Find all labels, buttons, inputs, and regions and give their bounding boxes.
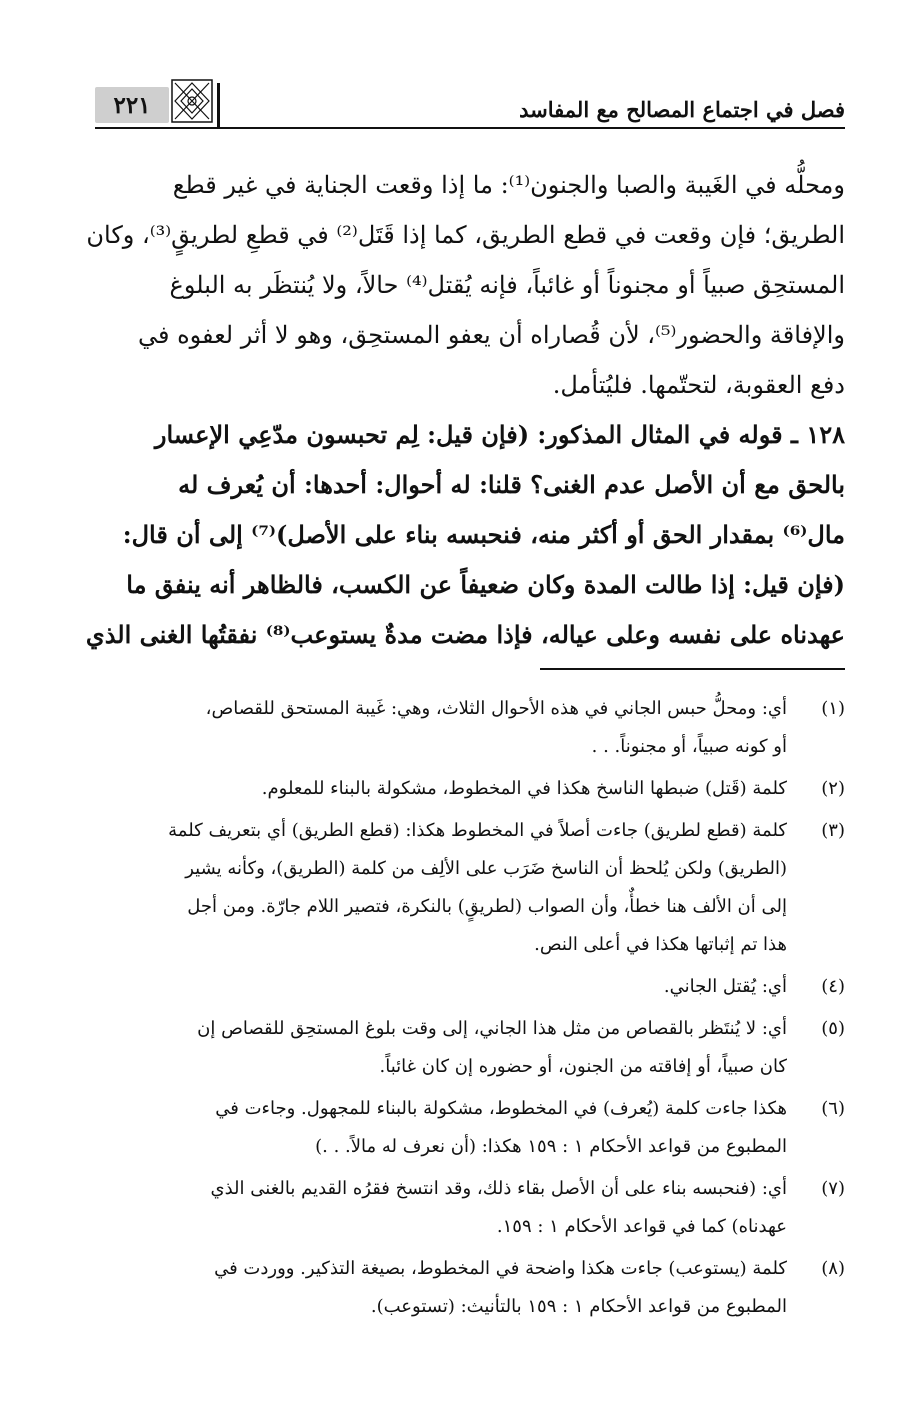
text-line: الطريق؛ فإن وقعت في قطع الطريق، كما إذا قَتَل⁽²⁾ في قطعِ لطريقٍ⁽³⁾، وكان <box>86 221 845 249</box>
footnote-number: (٧) <box>821 1178 845 1199</box>
header-rule <box>95 127 845 129</box>
footnote-number: (٢) <box>821 778 845 799</box>
footnote-line: هذا تم إثباتها هكذا في أعلى النص. <box>534 934 787 955</box>
ornament-icon <box>171 79 213 123</box>
quote-line: عهدناه على نفسه وعلى عياله، فإذا مضت مدةٌ يستوعب⁽⁸⁾ نفقتُها الغنى الذي <box>85 620 845 649</box>
footnote-line: هكذا جاءت كلمة (يُعرف) في المخطوط، مشكولة بالبناء للمجهول. وجاءت في <box>215 1098 787 1119</box>
footnote-line: المطبوع من قواعد الأحكام ١ : ١٥٩ هكذا: (أن نعرف له مالاً. . .) <box>315 1136 787 1157</box>
text-line: والإفاقة والحضور⁽⁵⁾، لأن قُصاراه أن يعفو المستحِق، وهو لا أثر لعفوه في <box>137 321 845 349</box>
footnote <box>95 1250 845 1326</box>
text-line: ومحلُّه في الغَيبة والصبا والجنون⁽¹⁾: ما إذا وقعت الجناية في غير قطع <box>172 171 845 199</box>
footnote-line: أو كونه صبياً، أو مجنوناً. . . <box>591 736 787 757</box>
page-header <box>95 75 845 133</box>
quote-line: بالحق مع أن الأصل عدم الغنى؟ قلنا: له أحوال: أحدها: أن يُعرف له <box>178 470 845 499</box>
footnote-line: إلى أن الألف هنا خطأٌ، وأن الصواب (لطريقٍ) بالنكرة، فتصير اللام جارّة. ومن أجل <box>187 896 787 917</box>
footnote <box>95 1090 845 1166</box>
footnote <box>95 812 845 964</box>
running-title: فصل في اجتماع المصالح مع المفاسد <box>519 97 845 122</box>
footnote-number: (٤) <box>821 976 845 997</box>
text-line: المستحِق صبياً أو مجنوناً أو غائباً، فإنه يُقتل⁽⁴⁾ حالاً، ولا يُنتظَر به البلوغ <box>169 271 845 299</box>
main-text <box>85 170 845 670</box>
footnote-separator <box>540 668 845 670</box>
footnote-line: كلمة (يستوعب) جاءت هكذا واضحة في المخطوط، بصيغة التذكير. ووردت في <box>214 1258 787 1279</box>
footnote-line: المطبوع من قواعد الأحكام ١ : ١٥٩ بالتأنيث: (تستوعب). <box>370 1296 787 1317</box>
footnote-line: كلمة (قطع لطريق) جاءت أصلاً في المخطوط هكذا: (قطع الطريق) أي بتعريف كلمة <box>168 820 787 841</box>
quote-line: ١٢٨ ـ قوله في المثال المذكور: (فإن قيل: لِم تحبسون مدّعِي الإعسار <box>154 420 845 449</box>
footnote <box>95 1010 845 1086</box>
footnote-number: (٣) <box>821 820 845 841</box>
footnote-number: (٨) <box>821 1258 845 1279</box>
footnote-line: كان صبياً، أو إفاقته من الجنون، أو حضوره إن كان غائباً. <box>379 1056 787 1077</box>
footnote <box>95 1170 845 1246</box>
footnote-number: (٥) <box>821 1018 845 1039</box>
footnote <box>95 770 845 808</box>
footnote-number: (١) <box>821 698 845 719</box>
footnote-line: أي: لا يُنتَظر بالقصاص من مثل هذا الجاني، إلى وقت بلوغ المستحِق للقصاص إن <box>197 1018 787 1039</box>
quote-line: مال⁽⁶⁾ بمقدار الحق أو أكثر منه، فنحبسه بناء على الأصل)⁽⁷⁾ إلى أن قال: <box>122 520 845 549</box>
footnote-line: أي: (فنحبسه بناء على أن الأصل بقاء ذلك، وقد انتسخ فقرُه القديم بالغنى الذي <box>210 1178 787 1199</box>
footnote-number: (٦) <box>821 1098 845 1119</box>
footnote <box>95 968 845 1006</box>
footnote-line: أي: يُقتل الجاني. <box>663 976 787 997</box>
header-divider <box>217 83 220 129</box>
footnote-line: (الطريق) ولكن يُلحظ أن الناسخ ضَرَب على الألِف من كلمة (الطريق)، وكأنه يشير <box>185 858 787 879</box>
footnote-line: أي: ومحلُّ حبس الجاني في هذه الأحوال الثلاث، وهي: غَيبة المستحق للقصاص، <box>205 698 787 719</box>
footnotes <box>95 690 845 1330</box>
footnote-line: كلمة (قَتل) ضبطها الناسخ هكذا في المخطوط، مشكولة بالبناء للمعلوم. <box>261 778 787 799</box>
footnote-line: عهدناه) كما في قواعد الأحكام ١ : ١٥٩. <box>496 1216 787 1237</box>
text-line: دفع العقوبة، لتحتّمها. فليُتأمل. <box>552 371 845 399</box>
page-number: ٢٢١ <box>95 87 169 123</box>
quote-line: (فإن قيل: إذا طالت المدة وكان ضعيفاً عن الكسب، فالظاهر أنه ينفق ما <box>126 570 845 599</box>
footnote <box>95 690 845 766</box>
